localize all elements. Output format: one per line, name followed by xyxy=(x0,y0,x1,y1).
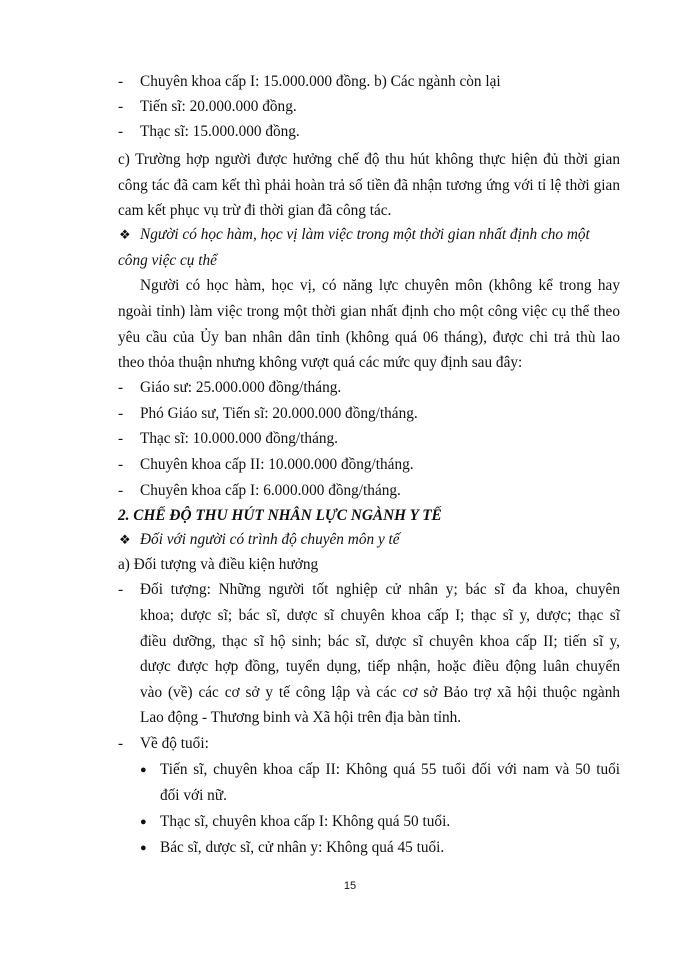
text-line: Thạc sĩ, chuyên khoa cấp I: Không quá 50 tuổi. xyxy=(160,813,451,830)
text-line: theo thỏa thuận nhưng không vượt quá các mức quy định sau đây: xyxy=(118,354,523,371)
text-line: Giáo sư: 25.000.000 đồng/tháng. xyxy=(140,379,342,396)
text-line: dược được hợp đồng, tuyển dụng, tiếp nhận, hoặc điều động luân chuyển xyxy=(140,658,620,675)
bullet-icon: ● xyxy=(140,842,147,854)
dash-marker: - xyxy=(118,581,124,598)
subheading: Đối với người có trình độ chuyên môn y tế xyxy=(140,531,400,548)
text-line: Thạc sĩ: 10.000.000 đồng/tháng. xyxy=(140,430,338,447)
text-line: Tiến sĩ, chuyên khoa cấp II: Không quá 55 tuổi đối với nam và 50 tuổi xyxy=(160,761,620,778)
text-line: Chuyên khoa cấp II: 10.000.000 đồng/tháng. xyxy=(140,456,414,473)
bullet-icon: ● xyxy=(140,816,147,828)
text-line: vào (về) các cơ sở y tế công lập và các cơ sở Bảo trợ xã hội thuộc ngành xyxy=(140,684,620,701)
page-number: 15 xyxy=(343,880,357,892)
diamond-bullet-icon: ❖ xyxy=(119,532,131,547)
text-line: Lao động - Thương binh và Xã hội trên địa bàn tỉnh. xyxy=(140,709,462,726)
dash-marker: - xyxy=(118,379,124,396)
dash-marker: - xyxy=(118,405,124,422)
text-line: Tiến sĩ: 20.000.000 đồng. xyxy=(140,98,297,115)
text-line: Đối tượng: Những người tốt nghiệp cử nhân y; bác sĩ đa khoa, chuyên xyxy=(140,581,620,598)
text-line: c) Trường hợp người được hưởng chế độ thu hút không thực hiện đủ thời gian xyxy=(118,151,620,168)
text-line: công tác đã cam kết thì phải hoàn trả số tiền đã nhận tương ứng với tỉ lệ thời gian xyxy=(118,177,620,194)
text-line: ngoài tỉnh) làm việc trong một thời gian nhất định cho một công việc cụ thể theo xyxy=(118,303,620,320)
dash-marker: - xyxy=(118,456,124,473)
text-line: Chuyên khoa cấp I: 6.000.000 đồng/tháng. xyxy=(140,482,401,499)
text-line: Thạc sĩ: 15.000.000 đồng. xyxy=(140,123,300,140)
text-line: điều dưỡng, thạc sĩ hộ sinh; bác sĩ, dược sĩ chuyên khoa cấp II; tiến sĩ y, xyxy=(140,633,620,650)
dash-marker: - xyxy=(118,482,124,499)
text-line: Phó Giáo sư, Tiến sĩ: 20.000.000 đồng/tháng. xyxy=(140,405,418,422)
dash-marker: - xyxy=(118,73,124,90)
text-line: a) Đối tượng và điều kiện hưởng xyxy=(118,556,319,573)
subheading: công việc cụ thể xyxy=(118,252,217,269)
dash-marker: - xyxy=(118,735,124,752)
text-line: Người có học hàm, học vị, có năng lực chuyên môn (không kể trong hay xyxy=(140,277,620,294)
text-line: Chuyên khoa cấp I: 15.000.000 đồng. b) Các ngành còn lại xyxy=(140,73,501,90)
subheading: Người có học hàm, học vị làm việc trong một thời gian nhất định cho một xyxy=(140,226,590,243)
diamond-bullet-icon: ❖ xyxy=(119,227,131,242)
text-line: đối với nữ. xyxy=(160,787,227,804)
dash-marker: - xyxy=(118,430,124,447)
section-heading: 2. CHẾ ĐỘ THU HÚT NHÂN LỰC NGÀNH Y TẾ xyxy=(118,507,442,524)
dash-marker: - xyxy=(118,98,124,115)
text-line: yêu cầu của Ủy ban nhân dân tỉnh (không quá 06 tháng), được chi trả thù lao xyxy=(118,329,620,346)
dash-marker: - xyxy=(118,123,124,140)
text-line: Về độ tuổi: xyxy=(140,735,209,752)
text-line: Bác sĩ, dược sĩ, cử nhân y: Không quá 45 tuổi. xyxy=(160,839,445,856)
text-line: cam kết phục vụ trừ đi thời gian đã công tác. xyxy=(118,202,392,219)
bullet-icon: ● xyxy=(140,764,147,776)
text-line: khoa; dược sĩ; bác sĩ, dược sĩ chuyên khoa cấp I; thạc sĩ y, dược; thạc sĩ xyxy=(140,607,620,624)
